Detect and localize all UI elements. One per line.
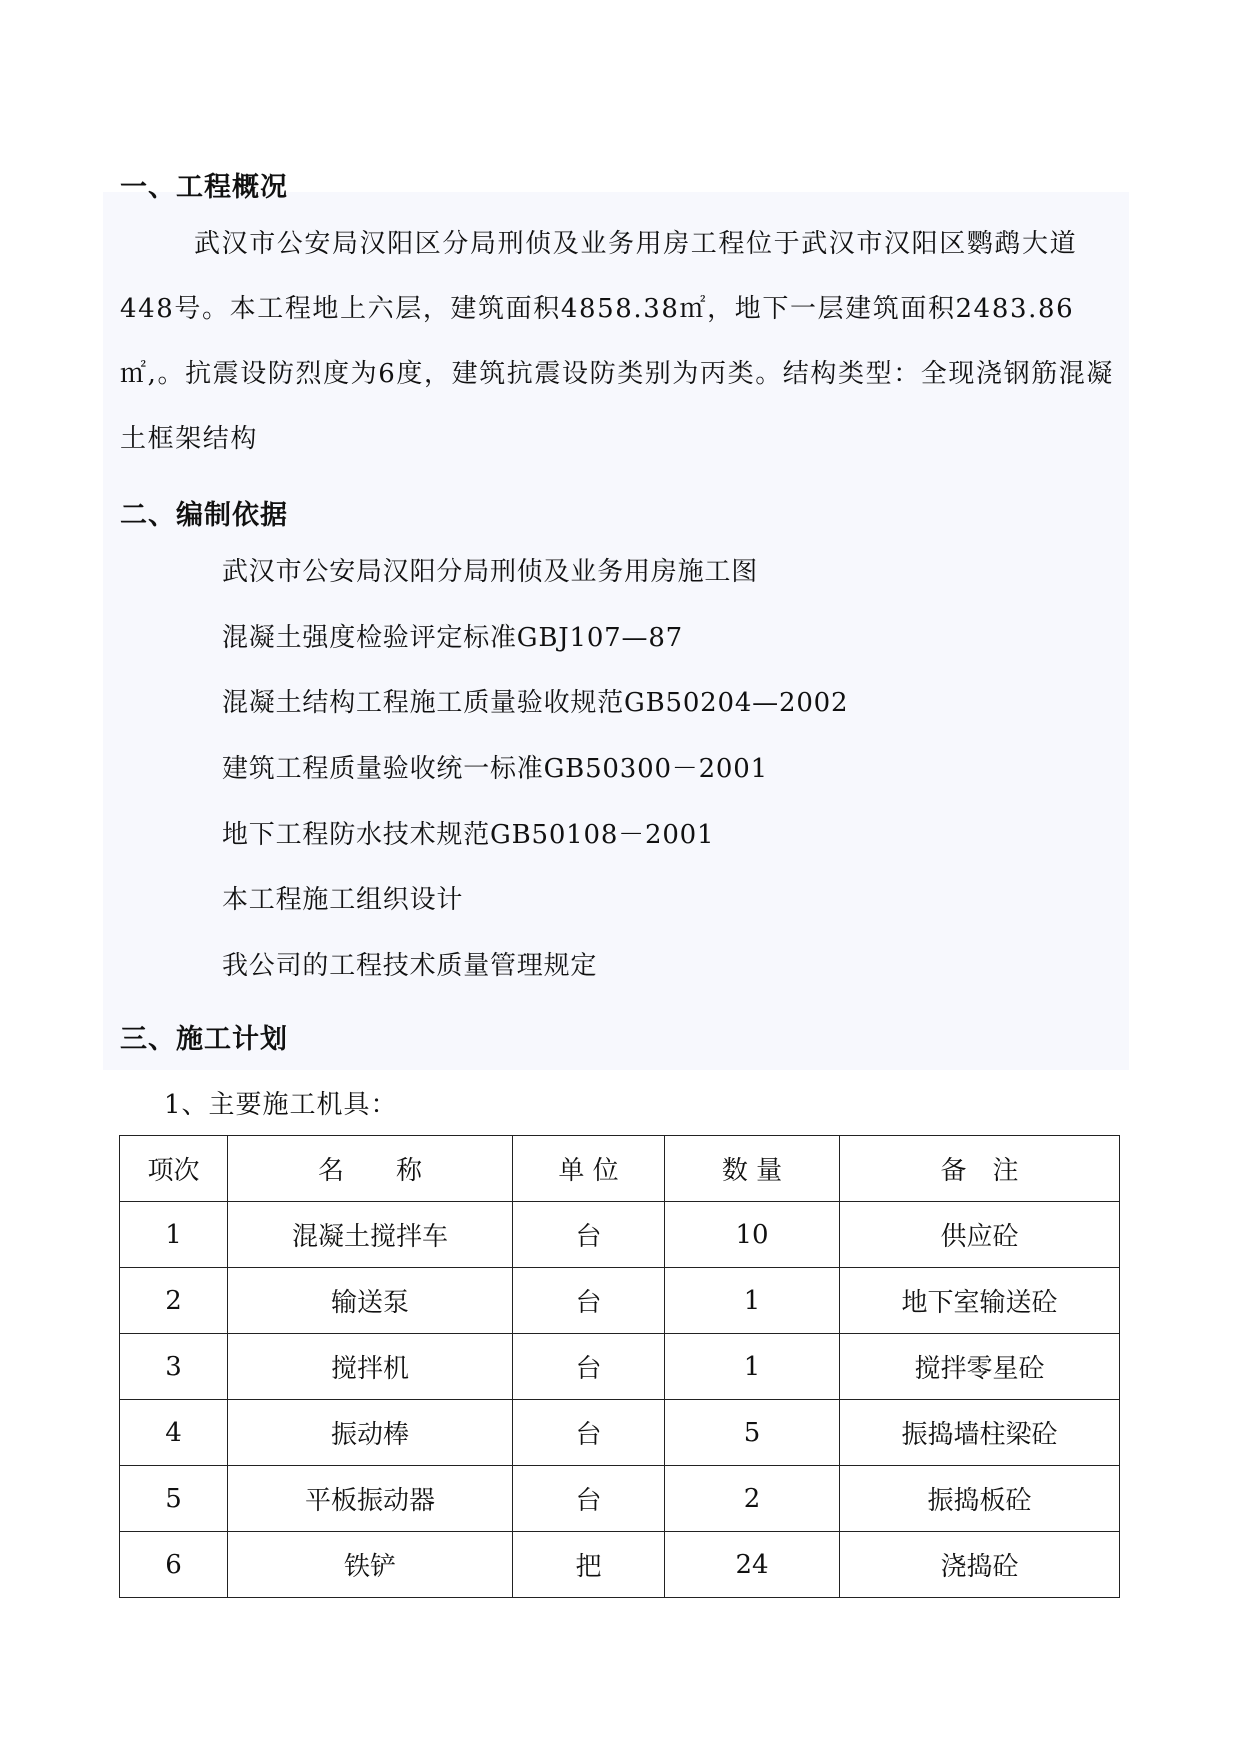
table-cell: 2: [120, 1268, 228, 1334]
table-row: [120, 1334, 1120, 1400]
table-cell: 振动棒: [228, 1400, 513, 1466]
table-cell: 铁铲: [228, 1532, 513, 1598]
table-cell: 振捣墙柱梁砼: [840, 1400, 1120, 1466]
table-cell: 混凝土搅拌车: [228, 1202, 513, 1268]
equipment-subheading: 1、主要施工机具：: [164, 1090, 398, 1120]
section-heading-basis: 二、编制依据: [120, 500, 288, 531]
basis-list: [222, 557, 848, 1017]
header-cell: 项次: [120, 1136, 228, 1202]
project-overview-paragraph: 武汉市公安局汉阳区分局刑侦及业务用房工程位于武汉市汉阳区鹦鹉大道448号。本工程地上六层，建筑面积4858.38㎡，地下一层建筑面积2483.86㎡,。抗震设防烈度为6度，建筑抗震设防类别为丙类。结构类型：全现浇钢筋混凝土框架结构: [120, 229, 1115, 454]
table-cell: 台: [513, 1202, 665, 1268]
table-cell: 24: [665, 1532, 840, 1598]
header-cell: 单 位: [513, 1136, 665, 1202]
table-cell: 平板振动器: [228, 1466, 513, 1532]
basis-item: 地下工程防水技术规范GB50108－2001: [222, 819, 715, 850]
table-cell: 5: [665, 1400, 840, 1466]
section-heading-plan: 三、施工计划: [120, 1024, 288, 1055]
basis-item: 建筑工程质量验收统一标准GB50300－2001: [222, 754, 768, 785]
table-cell: 搅拌零星砼: [840, 1334, 1120, 1400]
basis-item: 混凝土结构工程施工质量验收规范GB50204—2002: [222, 688, 849, 719]
table-cell: 供应砼: [840, 1202, 1120, 1268]
table-cell: 5: [120, 1466, 228, 1532]
table-cell: 1: [120, 1202, 228, 1268]
basis-item: 本工程施工组织设计: [222, 885, 464, 916]
equipment-table: [119, 1135, 1120, 1598]
table-row: [120, 1466, 1120, 1532]
table-cell: 地下室输送砼: [840, 1268, 1120, 1334]
table-cell: 输送泵: [228, 1268, 513, 1334]
table-cell: 把: [513, 1532, 665, 1598]
section-heading-overview: 一、工程概况: [120, 172, 288, 203]
table-cell: 1: [665, 1334, 840, 1400]
table-row: [120, 1202, 1120, 1268]
table-cell: 浇捣砼: [840, 1532, 1120, 1598]
table-cell: 振捣板砼: [840, 1466, 1120, 1532]
table-cell: 台: [513, 1400, 665, 1466]
table-row: [120, 1268, 1120, 1334]
table-row: [120, 1532, 1120, 1598]
table-cell: 1: [665, 1268, 840, 1334]
basis-item: 混凝土强度检验评定标准GBJ107—87: [222, 622, 684, 653]
header-cell: 名 称: [228, 1136, 513, 1202]
table-cell: 台: [513, 1466, 665, 1532]
table-cell: 6: [120, 1532, 228, 1598]
basis-item: 我公司的工程技术质量管理规定: [222, 951, 598, 982]
header-cell: 数 量: [665, 1136, 840, 1202]
table-cell: 3: [120, 1334, 228, 1400]
basis-item: 武汉市公安局汉阳分局刑侦及业务用房施工图: [222, 557, 759, 587]
table-cell: 2: [665, 1466, 840, 1532]
table-cell: 4: [120, 1400, 228, 1466]
table-cell: 台: [513, 1334, 665, 1400]
table-row: [120, 1400, 1120, 1466]
header-cell: 备 注: [840, 1136, 1120, 1202]
table-cell: 10: [665, 1202, 840, 1268]
table-cell: 搅拌机: [228, 1334, 513, 1400]
table-header-row: [120, 1136, 1120, 1202]
table-cell: 台: [513, 1268, 665, 1334]
